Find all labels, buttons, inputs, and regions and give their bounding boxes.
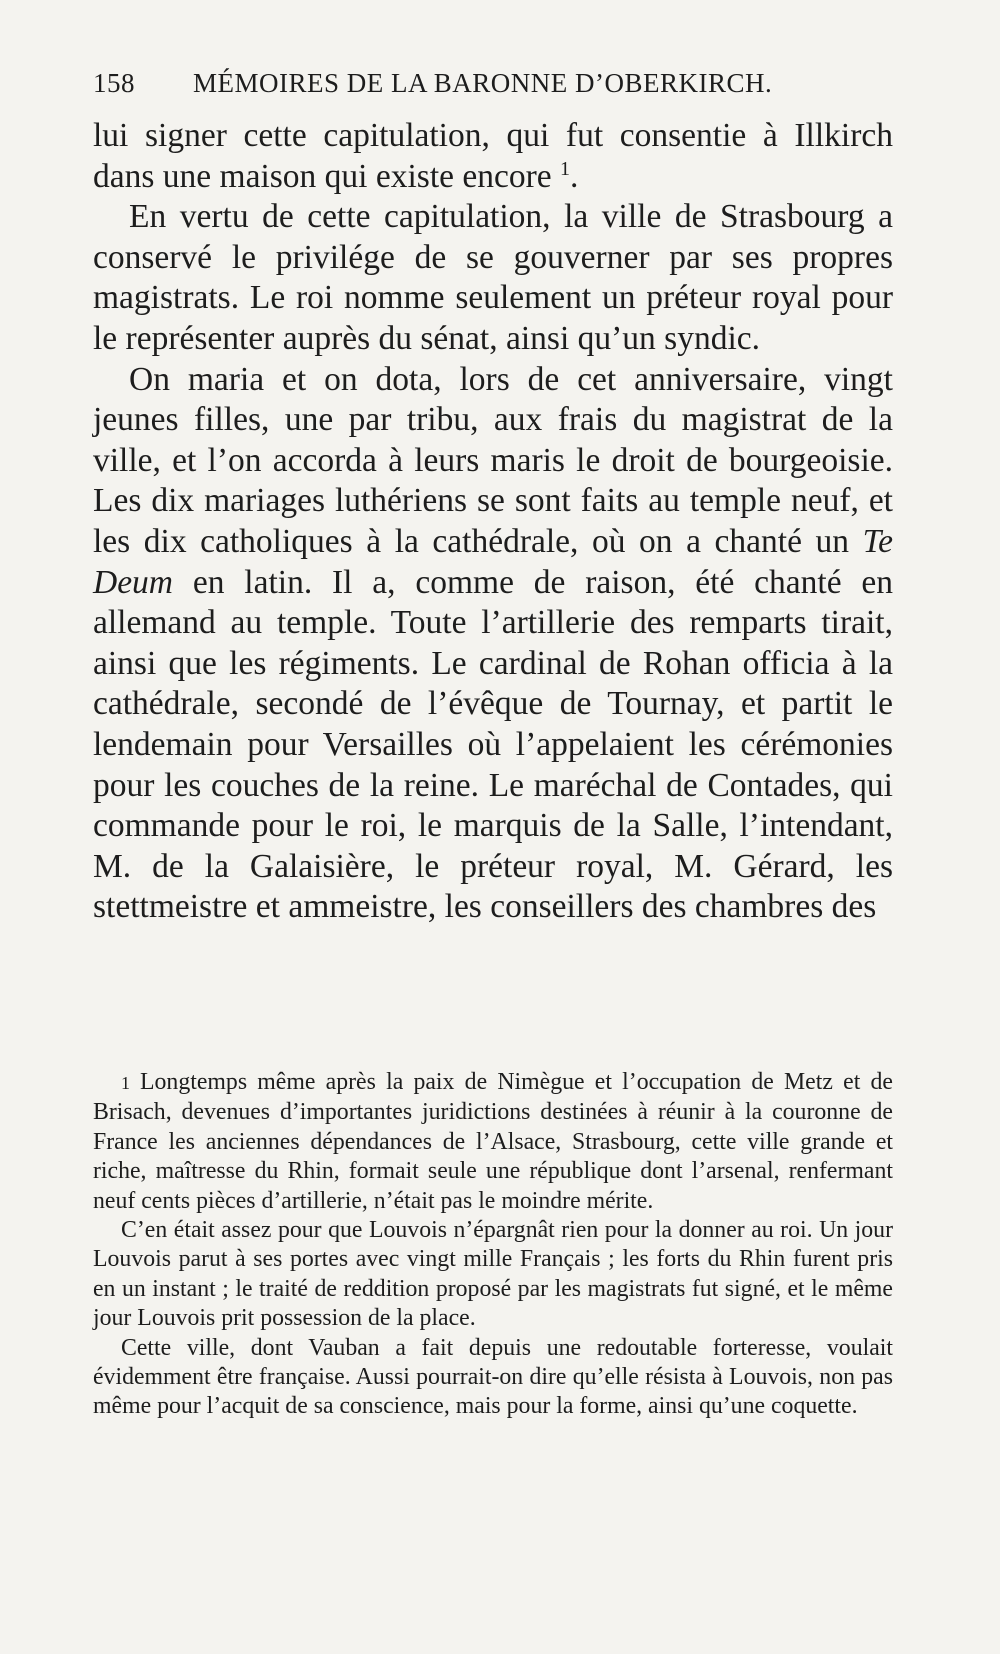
footnote-mark: 1 [121,1073,130,1093]
running-title: MÉMOIRES DE LA BARONNE D’OBERKIRCH. [193,68,773,98]
footnote-2: C’en était assez pour que Louvois n’épargnât rien pour la donner au roi. Un jour Louvois parut à ses portes avec vingt mille Français ; les forts du Rhin furent pris en un instant ; le traité de reddition proposé par les magistrats fut signé, et le même jour Louvois prit possession de la place. [93,1217,893,1332]
page-number: 158 [93,68,135,98]
paragraph-3-italic: Te Deum [93,522,894,601]
paragraph-1-text: lui signer cette capitulation, qui fut consentie à Illkirch dans une maison qui existe encore [93,117,893,195]
paragraph-1 [93,116,893,197]
running-head [93,68,893,99]
paragraph-3-part-a: On maria et on dota, lors de cet anniversaire, vingt jeunes filles, une par tribu, aux frais du magistrat de la ville, et l’on accorda à leurs maris le droit de bourgeoisie. Les dix mariages luthériens se sont faits au temple neuf, et les dix catholiques à la cathédrale, où on a chanté un [93,360,893,560]
paragraph-2: En vertu de cette capitulation, la ville de Strasbourg a conservé le privilége de se gouverner par ses propres magistrats. Le roi nomme seulement un préteur royal pour le représenter auprès du sénat, ainsi qu’un syndic. [93,198,893,357]
main-text [93,116,893,928]
paragraph-3-part-b: en latin. Il a, comme de raison, été chanté en allemand au temple. Toute l’artillerie des remparts tirait, ainsi que les régiments. Le cardinal de Rohan officia à la cathédrale, secondé de l’évêque de Tournay, et partit le lendemain pour Versailles où l’appelaient les cérémonies pour les couches de la reine. Le maréchal de Contades, qui commande pour le roi, le marquis de la Salle, l’intendant, M. de la Galaisière, le préteur royal, M. Gérard, les stettmeistre et ammeistre, les conseillers des chambres des [93,563,893,926]
footnotes [93,1068,893,1422]
footnote-3: Cette ville, dont Vauban a fait depuis une redoutable forteresse, voulait évidemment être française. Aussi pourrait-on dire qu’elle résista à Louvois, non pas même pour l’acquit de sa conscience, mais pour la forme, ainsi qu’une coquette. [93,1334,893,1420]
footnote-1-text: Longtemps même après la paix de Nimègue et l’occupation de Metz et de Brisach, devenues d’importantes juridictions destinées à réunir à la couronne de France les anciennes dépendances de l’Alsace, Strasbourg, cette ville grande et riche, maîtresse du Rhin, formait seule une république dont l’arsenal, renfermant neuf cents pièces d’artillerie, n’était pas le moindre mérite. [93,1069,893,1214]
footnote-1 [93,1068,893,1216]
paragraph-1-end: . [570,157,579,195]
paragraph-3 [93,360,893,928]
footnote-reference: 1 [560,157,571,180]
